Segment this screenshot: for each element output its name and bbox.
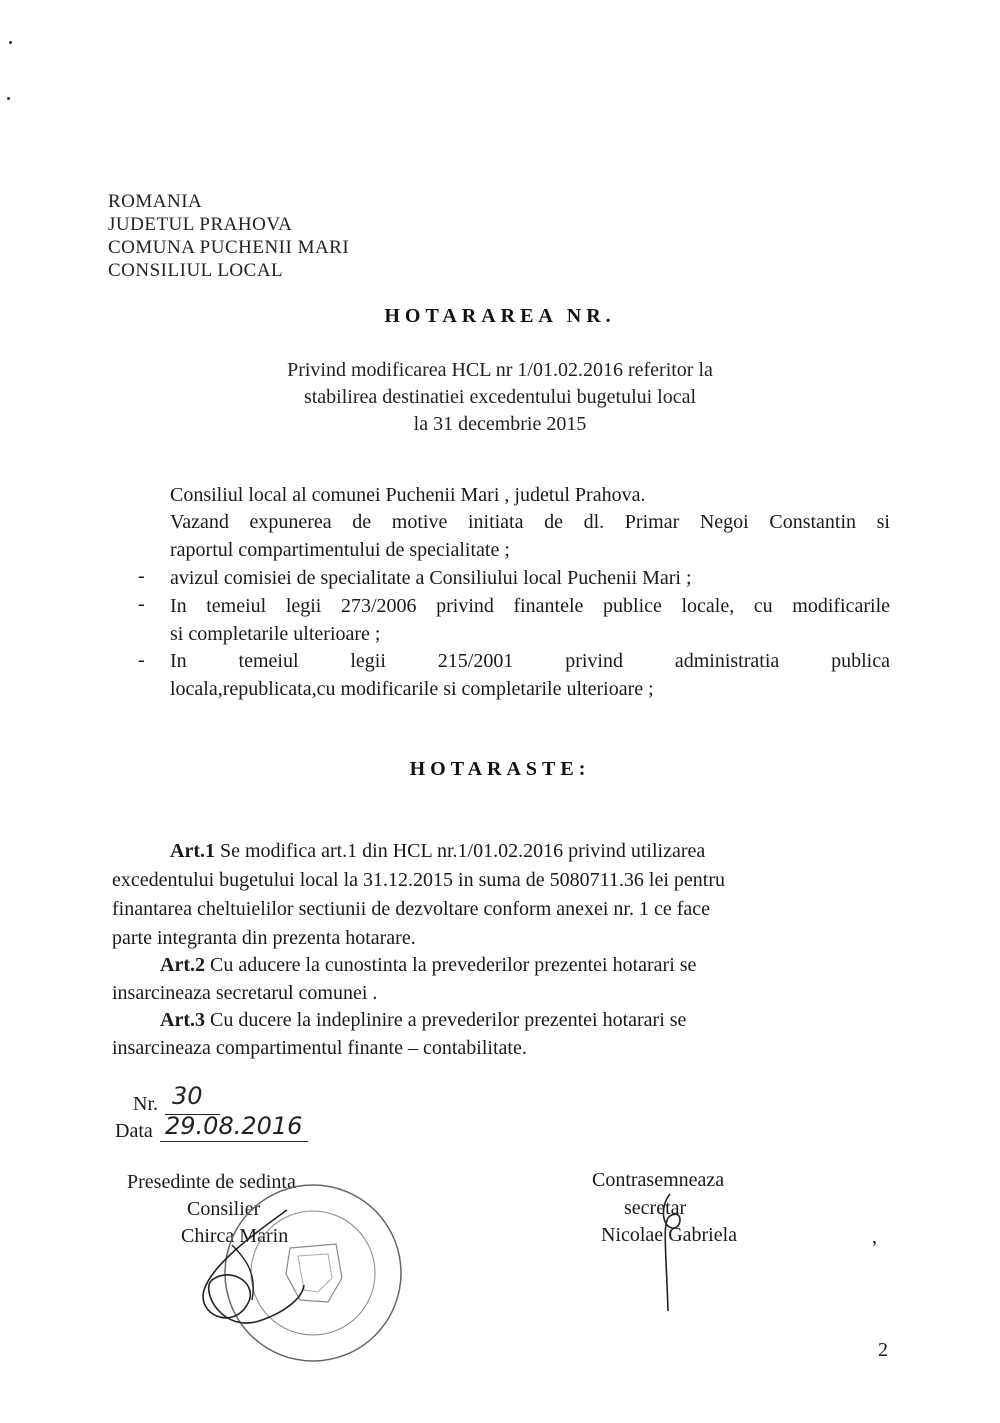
preamble-bullet-3-line2: locala,republicata,cu modificarile si completarile ulterioare ;	[170, 678, 654, 700]
secretary-title: secretar	[624, 1197, 687, 1219]
header-commune: COMUNA PUCHENII MARI	[108, 237, 350, 258]
article-2-line1	[160, 951, 696, 979]
preamble-bullet-3-line1: In temeiul legii 215/2001 privind administratia publica	[170, 650, 890, 672]
registry-date-underline	[160, 1141, 308, 1142]
page-number: 2	[878, 1339, 888, 1361]
president-signature	[192, 1205, 312, 1345]
article-3-text: Cu ducere la indeplinire a prevederilor prezentei hotarari se	[204, 1009, 687, 1031]
article-1-label: Art.1	[170, 840, 215, 862]
registry-date-label: Data	[115, 1120, 153, 1142]
preamble-council: Consiliul local al comunei Puchenii Mari , judetul Prahova.	[170, 484, 646, 506]
subject-line-3: la 31 decembrie 2015	[413, 413, 587, 435]
scan-speck	[9, 41, 12, 44]
preamble-motives-line1: Vazand expunerea de motive initiata de dl. Primar Negoi Constantin si	[170, 511, 890, 533]
subject-line-1: Privind modificarea HCL nr 1/01.02.2016 referitor la	[287, 359, 713, 381]
secretary-signature	[640, 1186, 700, 1316]
document-title: HOTARAREA NR.	[384, 305, 616, 327]
registry-date-value: 29.08.2016	[165, 1112, 303, 1140]
preamble-bullet-2-line1: In temeiul legii 273/2006 privind finantele publice locale, cu modificarile	[170, 595, 890, 617]
preamble-bullet-1: avizul comisiei de specialitate a Consiliului local Puchenii Mari ;	[170, 567, 692, 589]
president-title: Consilier	[187, 1198, 261, 1220]
header-council: CONSILIUL LOCAL	[108, 260, 284, 281]
article-1-line2: excedentului bugetului local la 31.12.2015 in suma de 5080711.36 lei pentru	[112, 869, 726, 891]
secretary-name: Nicolae Gabriela	[601, 1224, 738, 1246]
countersign-role: Contrasemneaza	[592, 1169, 725, 1191]
article-3-line1	[160, 1006, 686, 1034]
registry-nr-label: Nr.	[133, 1093, 158, 1115]
subject-line-2: stabilirea destinatiei excedentului bugetului local	[303, 386, 697, 408]
bullet-dash: -	[138, 593, 145, 615]
president-name: Chirca Marin	[181, 1225, 289, 1247]
article-1-text: Se modifica art.1 din HCL nr.1/01.02.2016 privind utilizarea	[214, 840, 706, 862]
article-2-line2: insarcineaza secretarul comunei .	[112, 982, 378, 1004]
header-county: JUDETUL PRAHOVA	[108, 214, 293, 235]
stray-mark: ,	[872, 1226, 877, 1248]
president-role: Presedinte de sedinta	[127, 1171, 296, 1193]
scan-speck	[7, 97, 10, 100]
header-country: ROMANIA	[108, 191, 203, 212]
article-2-text: Cu aducere la cunostinta la prevederilor prezentei hotarari se	[204, 954, 697, 976]
article-1-line3: finantarea cheltuielilor sectiunii de dezvoltare conform anexei nr. 1 ce face	[112, 898, 711, 920]
decision-heading: HOTARASTE:	[409, 758, 591, 780]
preamble-motives-line2: raportul compartimentului de specialitate ;	[170, 539, 510, 561]
registry-nr-value: 30	[172, 1082, 203, 1110]
bullet-dash: -	[138, 649, 145, 671]
article-1-line4: parte integranta din prezenta hotarare.	[112, 927, 416, 949]
article-2-label: Art.2	[160, 954, 205, 976]
preamble-bullet-2-line2: si completarile ulterioare ;	[170, 623, 381, 645]
article-3-line2: insarcineaza compartimentul finante – contabilitate.	[112, 1037, 527, 1059]
bullet-dash: -	[138, 565, 145, 587]
article-1-line1	[170, 837, 705, 865]
article-3-label: Art.3	[160, 1009, 205, 1031]
